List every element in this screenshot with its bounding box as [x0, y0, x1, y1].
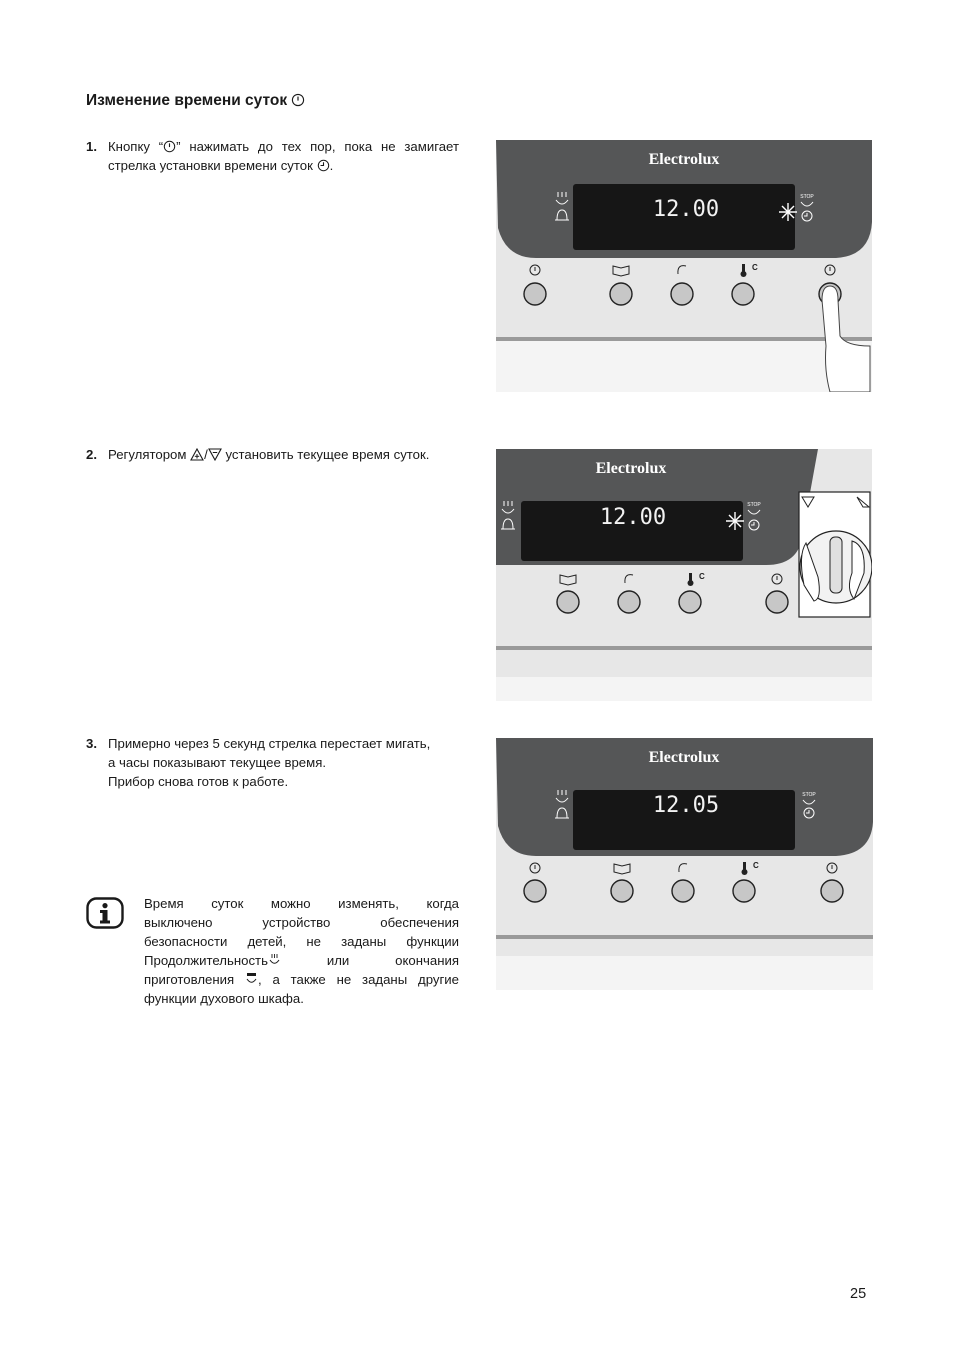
hook-button[interactable] — [671, 283, 693, 305]
stop-label: STOP — [747, 502, 761, 508]
knob-grip — [830, 537, 842, 593]
display-time: 12.05 — [652, 793, 720, 818]
info-icon — [86, 897, 124, 929]
info-line: функции духового шкафа. — [144, 991, 304, 1006]
brand-logo: Electrolux — [595, 460, 667, 477]
clock-button[interactable] — [524, 880, 546, 902]
step-number: 3. — [86, 736, 97, 751]
info-note — [144, 894, 459, 1008]
display-time: 12.00 — [599, 505, 667, 530]
clock-icon — [291, 93, 305, 107]
clock-button[interactable] — [766, 591, 788, 613]
temp-unit: C — [752, 263, 758, 272]
step-line: Примерно через 5 секунд стрелка перестает мигать, — [108, 736, 431, 751]
step-3 — [86, 734, 459, 794]
step-line: Прибор снова готов к работе. — [108, 774, 289, 789]
step-number: 2. — [86, 447, 97, 462]
info-line: приготовления , а также не заданы другие — [144, 972, 459, 987]
program-button[interactable] — [557, 591, 579, 613]
info-line: безопасности детей, не заданы функции — [144, 934, 459, 949]
program-button[interactable] — [611, 880, 633, 902]
step-line: Регулятором / установить текущее время суток. — [108, 447, 430, 462]
time-button[interactable] — [821, 880, 843, 902]
step-line: Кнопку “ ” нажимать до тех пор, пока не замигает — [108, 139, 459, 154]
info-line: выключено устройство обеспечения — [144, 915, 459, 930]
temperature-button[interactable] — [732, 283, 754, 305]
section-title — [86, 92, 305, 110]
temp-unit: C — [699, 572, 705, 581]
temperature-button[interactable] — [733, 880, 755, 902]
temp-unit: C — [753, 861, 759, 870]
plus-triangle-icon — [190, 448, 204, 461]
display-time: 12.00 — [652, 197, 720, 222]
program-button[interactable] — [610, 283, 632, 305]
hook-button[interactable] — [672, 880, 694, 902]
clock-button[interactable] — [524, 283, 546, 305]
page-number: 25 — [850, 1286, 867, 1302]
minus-triangle-icon — [208, 448, 222, 461]
stop-label: STOP — [802, 792, 816, 798]
step-1 — [86, 137, 459, 177]
info-line: Время суток можно изменять, когда — [144, 896, 459, 911]
stop-label: STOP — [800, 194, 814, 200]
clock-icon — [163, 140, 176, 153]
step-line: а часы показывают текущее время. — [108, 755, 326, 770]
step-line: стрелка установки времени суток . — [108, 158, 334, 173]
clock-hand-icon — [317, 159, 330, 172]
duration-icon — [268, 953, 281, 967]
hook-button[interactable] — [618, 591, 640, 613]
section-title-text: Изменение времени суток — [86, 92, 288, 109]
brand-logo: Electrolux — [648, 151, 720, 168]
stop-end-icon — [245, 972, 258, 986]
info-line: Продолжительность или окончания — [144, 953, 459, 968]
oven-panel-1 — [496, 140, 872, 392]
temperature-button[interactable] — [679, 591, 701, 613]
step-number: 1. — [86, 139, 97, 154]
oven-panel-2 — [496, 449, 872, 701]
oven-panel-3 — [496, 738, 873, 990]
brand-logo: Electrolux — [648, 749, 720, 766]
step-2 — [86, 445, 459, 467]
